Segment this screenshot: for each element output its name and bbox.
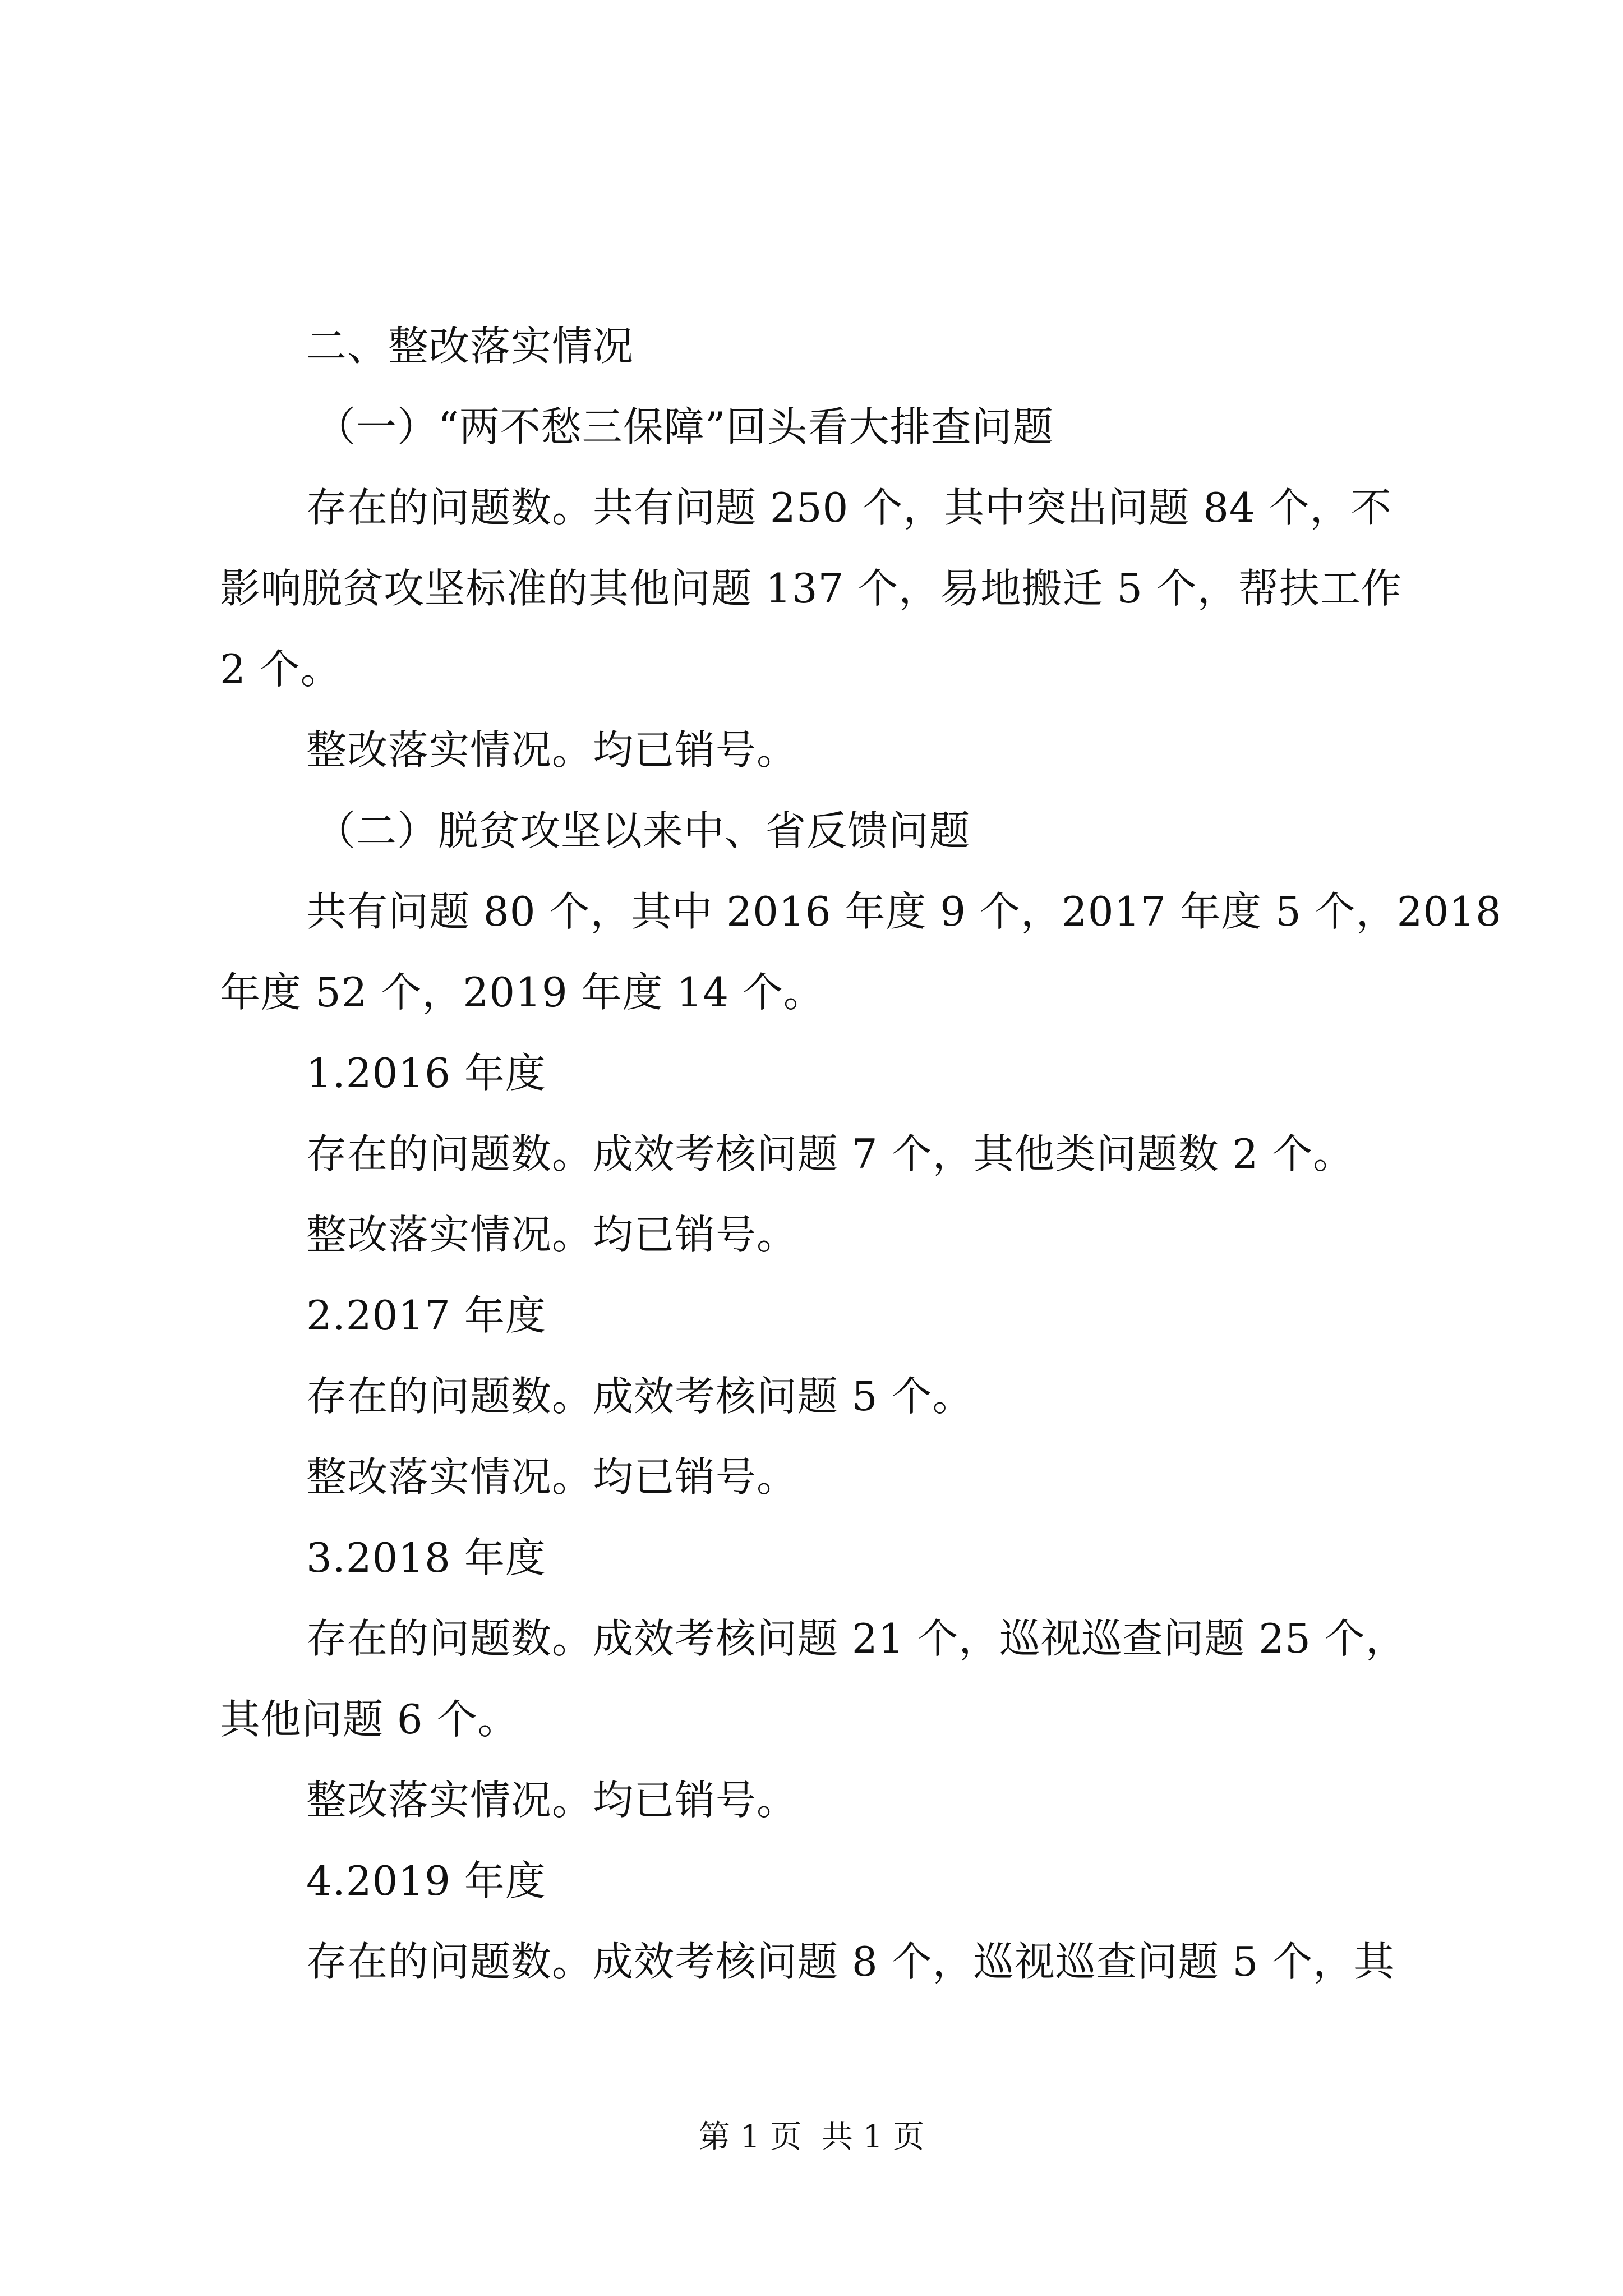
paragraph-line: 存在的问题数。成效考核问题 21 个，巡视巡查问题 25 个， (306, 1615, 1407, 1662)
section-heading: 二、整改落实情况 (306, 323, 634, 370)
paragraph-line: 共有问题 80 个，其中 2016 年度 9 个，2017 年度 5 个，2018 (306, 888, 1502, 935)
paragraph-line: 存在的问题数。成效考核问题 8 个，巡视巡查问题 5 个，其 (306, 1938, 1395, 1985)
paragraph-line: 整改落实情况。均已销号。 (306, 1211, 798, 1258)
subsection-heading: （一）“两不愁三保障”回头看大排查问题 (315, 403, 1054, 450)
item-heading: 4.2019 年度 (306, 1857, 546, 1904)
paragraph-line: 存在的问题数。共有问题 250 个，其中突出问题 84 个，不 (306, 484, 1392, 531)
paragraph-line: 年度 52 个，2019 年度 14 个。 (220, 969, 824, 1016)
paragraph-line: 2 个。 (220, 646, 342, 693)
paragraph-line: 其他问题 6 个。 (220, 1696, 519, 1743)
paragraph-line: 影响脱贫攻坚标准的其他问题 137 个，易地搬迁 5 个，帮扶工作 (220, 565, 1402, 612)
subsection-heading: （二）脱贫攻坚以来中、省反馈问题 (315, 807, 971, 854)
item-heading: 1.2016 年度 (306, 1050, 546, 1097)
paragraph-line: 整改落实情况。均已销号。 (306, 726, 798, 774)
page-footer: 第 1 页 共 1 页 (698, 2119, 925, 2155)
paragraph-line: 整改落实情况。均已销号。 (306, 1777, 798, 1824)
paragraph-line: 存在的问题数。成效考核问题 5 个。 (306, 1373, 974, 1420)
item-heading: 3.2018 年度 (306, 1534, 546, 1581)
paragraph-line: 存在的问题数。成效考核问题 7 个，其他类问题数 2 个。 (306, 1130, 1354, 1177)
document-body (220, 306, 1502, 2002)
paragraph-line: 整改落实情况。均已销号。 (306, 1453, 798, 1501)
item-heading: 2.2017 年度 (306, 1292, 546, 1339)
